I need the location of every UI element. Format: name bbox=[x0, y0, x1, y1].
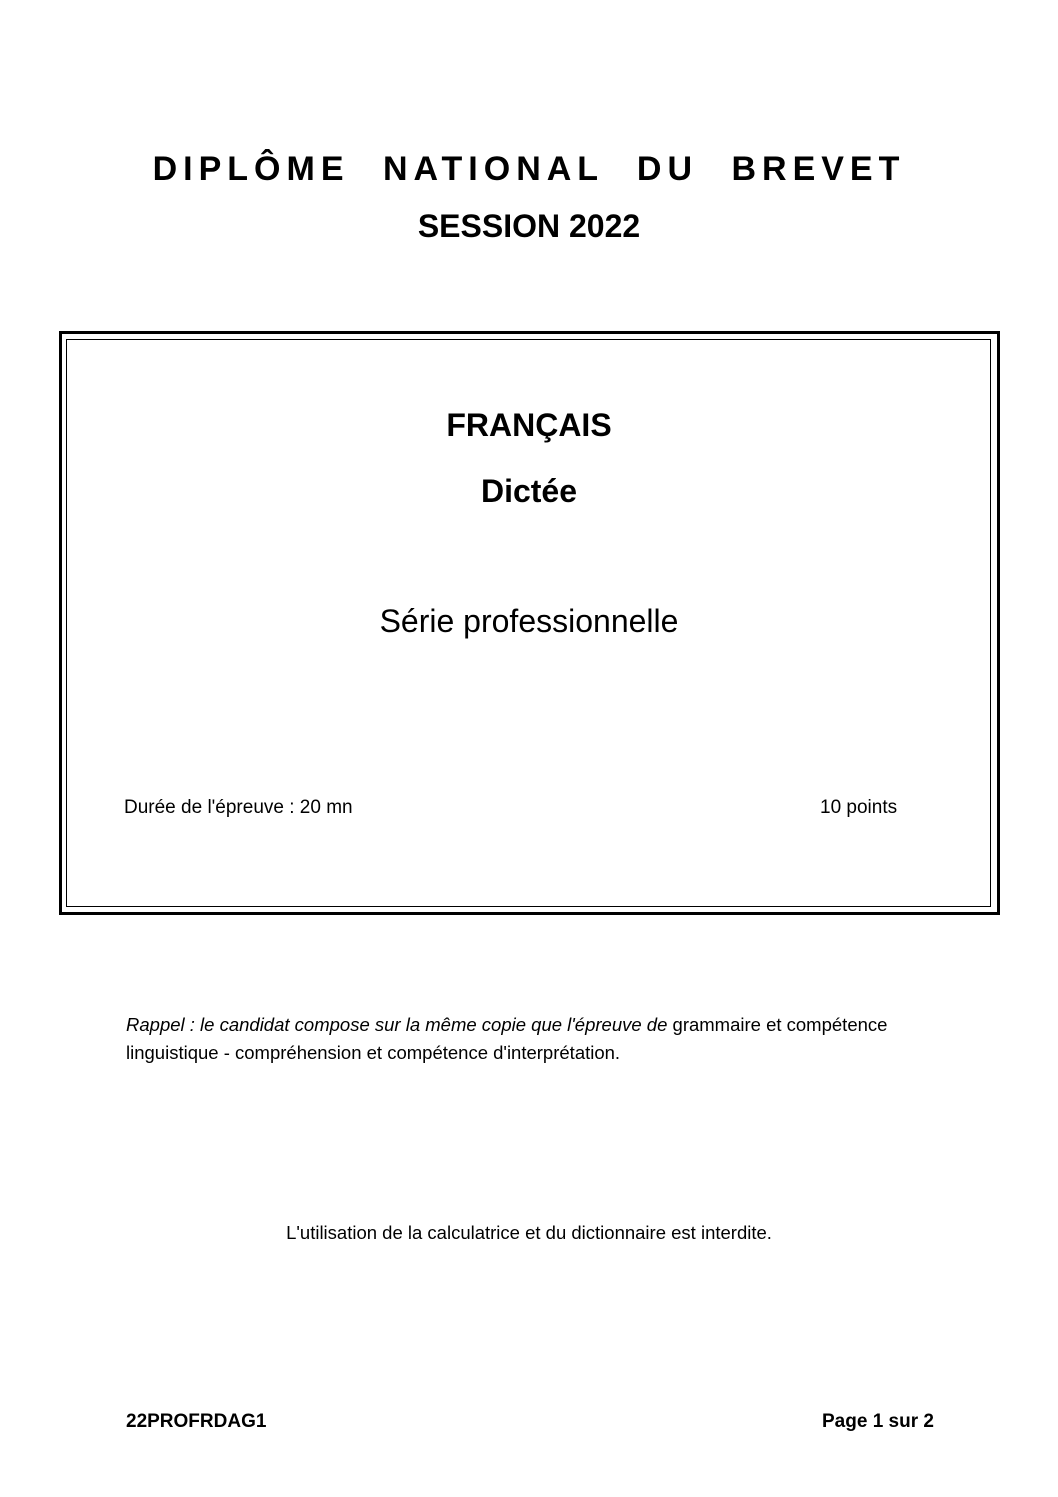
reminder-paragraph bbox=[126, 1011, 926, 1067]
diploma-title: DIPLÔME NATIONAL DU BREVET bbox=[152, 150, 906, 188]
series-name: Série professionnelle bbox=[379, 603, 679, 639]
session-year: SESSION 2022 bbox=[417, 208, 641, 244]
reminder-normal-text: grammaire et compétence linguistique - compréhension et compétence d'interprétation. bbox=[126, 1014, 888, 1063]
exam-duration: Durée de l'épreuve : 20 mn bbox=[124, 797, 353, 818]
calculator-dictionary-notice: L'utilisation de la calculatrice et du dictionnaire est interdite. bbox=[286, 1222, 772, 1243]
exam-points: 10 points bbox=[820, 797, 898, 818]
subject-title: FRANÇAIS bbox=[446, 407, 612, 443]
exam-name: Dictée bbox=[480, 473, 578, 509]
page-number: Page 1 sur 2 bbox=[822, 1411, 934, 1432]
subject-code: 22PROFRDAG1 bbox=[126, 1411, 267, 1432]
reminder-italic-text: Rappel : le candidat compose sur la même copie que l'épreuve de bbox=[126, 1014, 668, 1035]
